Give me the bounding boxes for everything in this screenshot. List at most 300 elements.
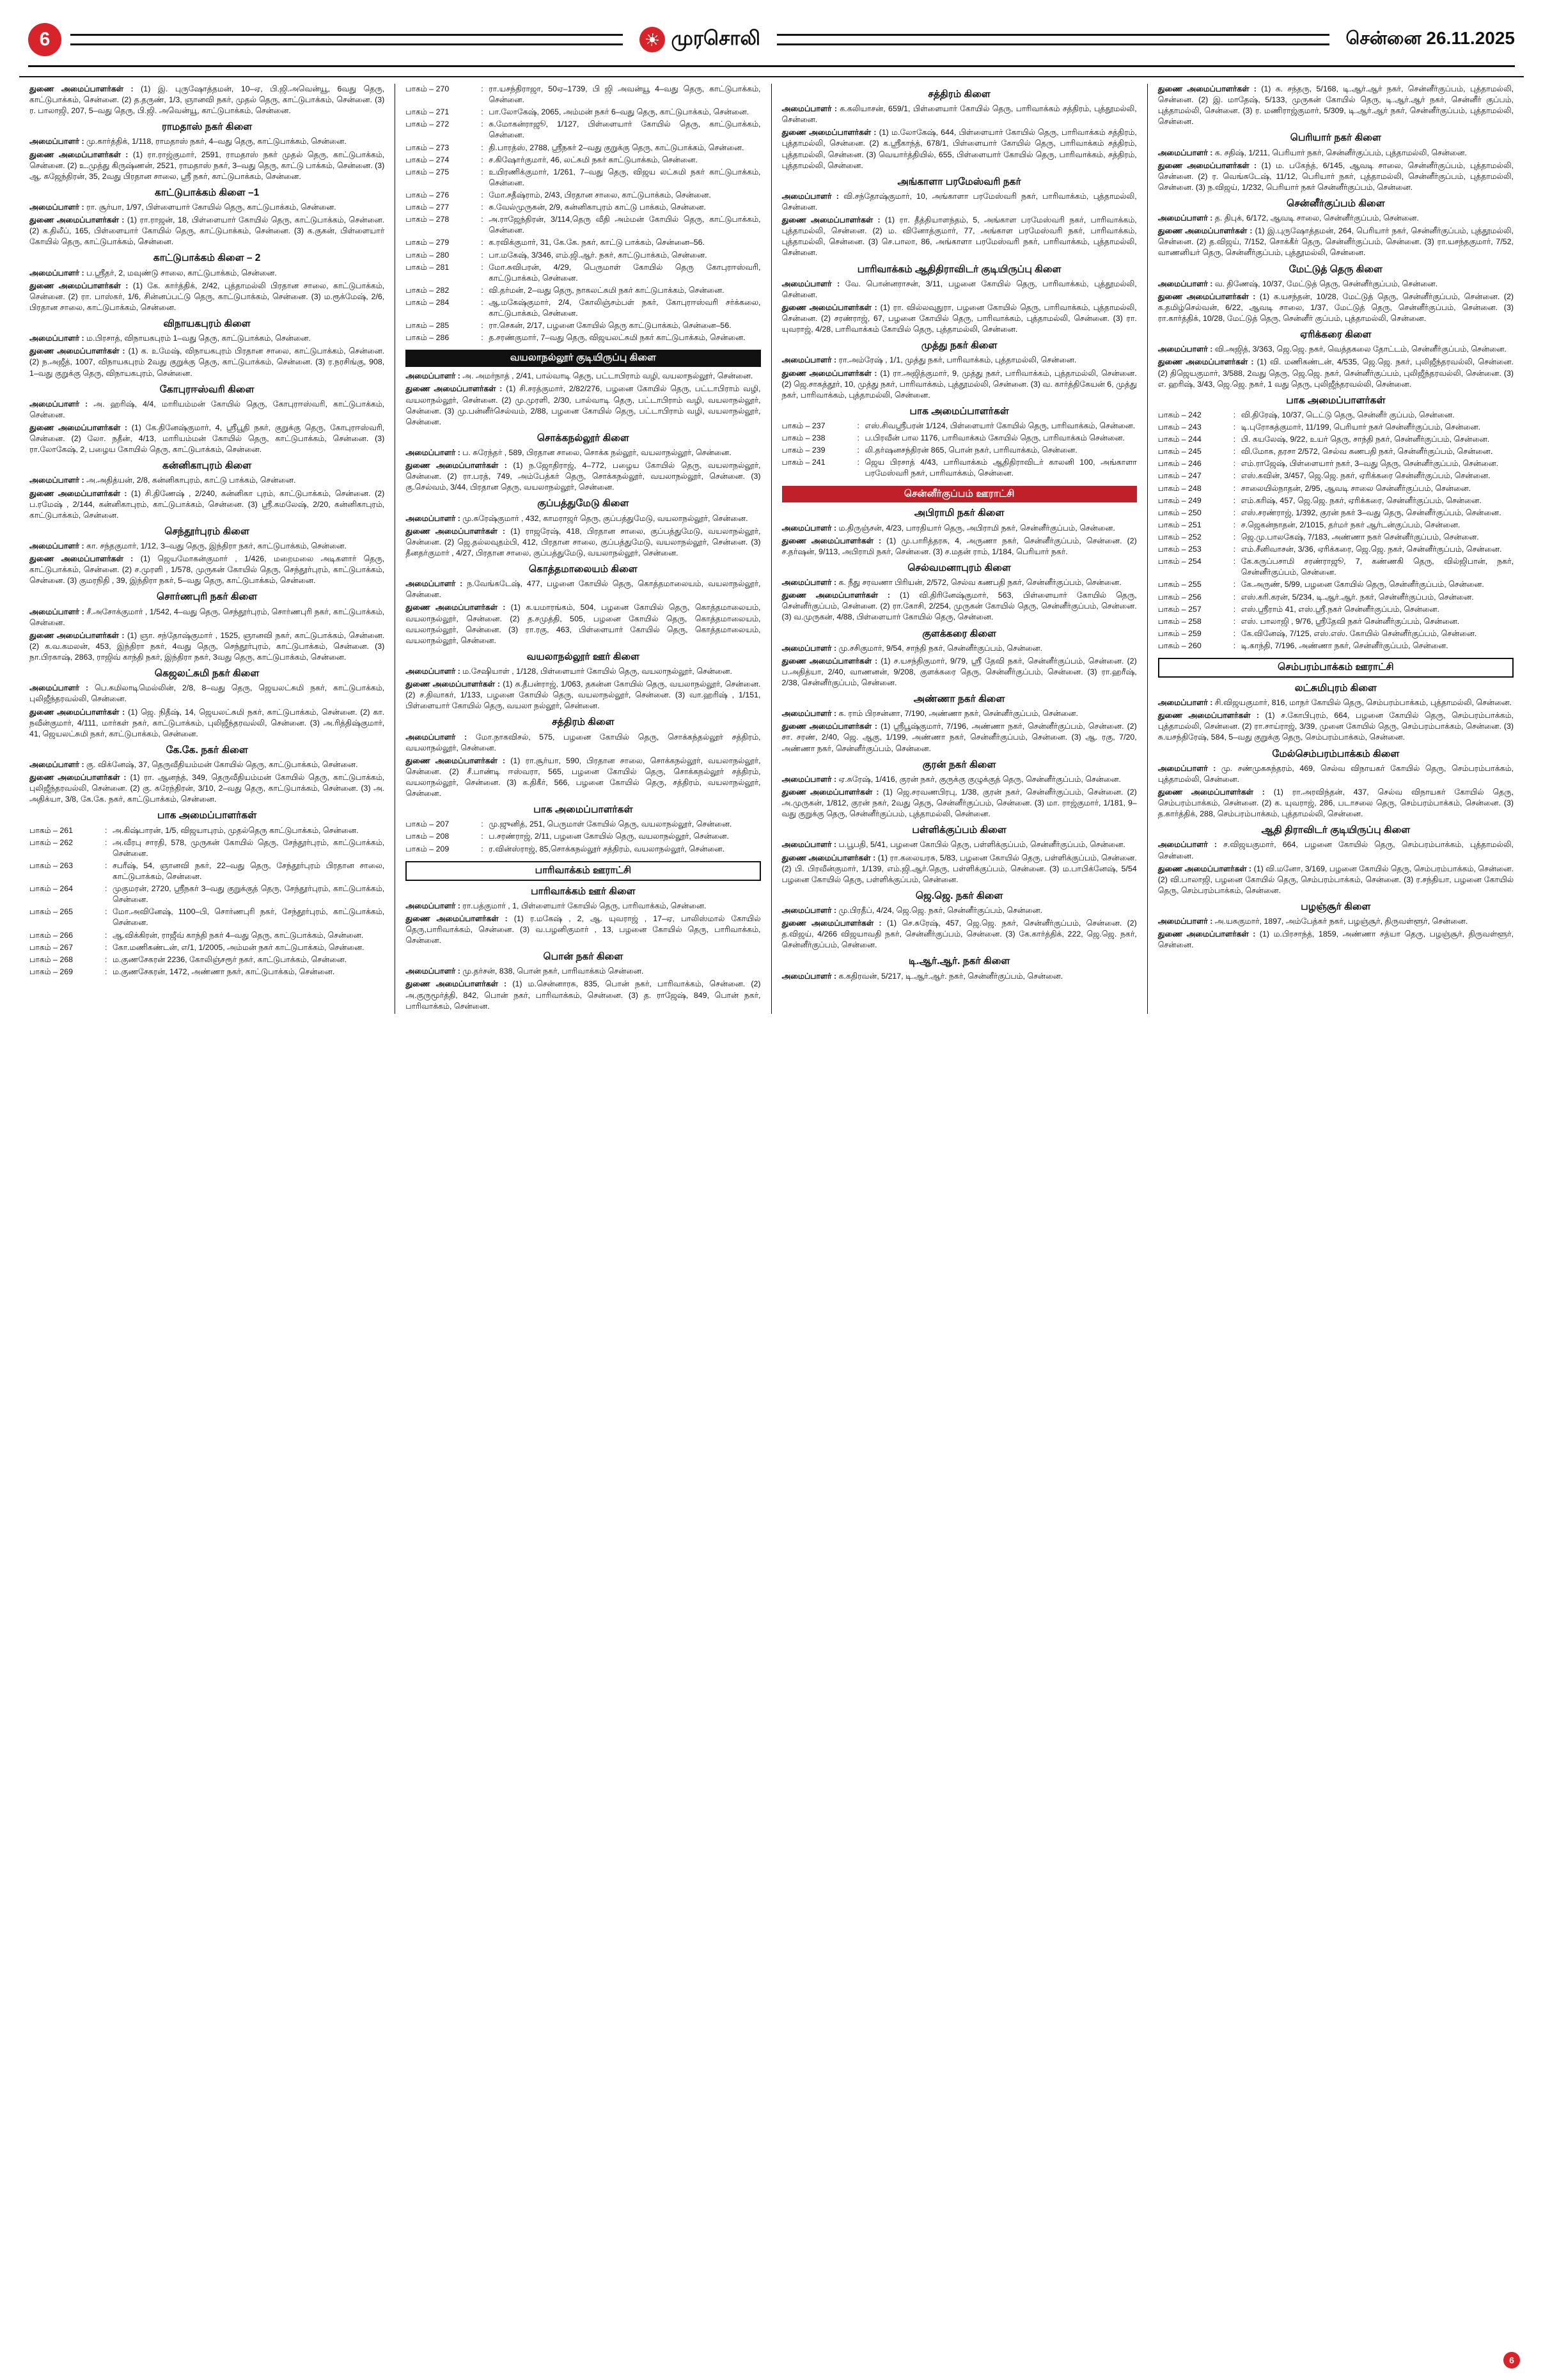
paragraph: துணை அமைப்பாளர்கள் : (1) இ.புருஷோத்தமன், 264, பெரியார் நகர், சென்னீர்குப்பம், புத்தூமல்லி, சென்னை. (2) த.விஜய், 7/152, சொக்கீர் தெரு, சென்னீர்குப்பம், சென்னை. (3) ரா.யசந்தகுமார், 7/52, வாணனியர் தெரு, சென்னீர்குப்பம், புத்தூமல்லி, சென்னை. (1157, 226, 1514, 258)
ward-entry-row (29, 837, 384, 859)
row-colon: : (105, 825, 107, 835)
section-heading: பள்ளிக்குப்பம் கிளை (912, 825, 1006, 836)
section-heading: கே.கே. நகர் கிளை (166, 744, 248, 756)
row-colon: : (481, 203, 483, 212)
ward-number-label: பாகம் – 253 (1157, 545, 1202, 554)
paragraph: அமைப்பாளர் : க. ராம் பிரசன்னா, 7/190, அண்ணா நகர், சென்னீர்குப்பம், சென்னை. (781, 709, 1078, 719)
row-colon: : (481, 321, 483, 331)
ward-entry-value: ரா.யசந்திராஜா, 50ஏ–1739, பி ஜி அவன்யூ 4–வது தெரு, காட்டுபாக்கம், சென்னை. (489, 84, 761, 105)
ward-entry-row (29, 967, 384, 977)
ward-number-label: பாகம் – 244 (1157, 435, 1202, 444)
ward-entry-value: வி.மோக, தரசா 2/572, செல்வ கணபதி நகர், சென்னீர்குப்பம், சென்னை. (1241, 447, 1493, 456)
section-heading: லட்சுமிபுரம் கிளை (1294, 683, 1377, 694)
ward-number-label: பாகம் – 243 (1157, 423, 1202, 432)
paragraph: துணை அமைப்பாளர்கள் : (1) சி.சரத்குமார், 2/82/276, பழனை கோயில் தெரு, பட்டாபிராம் வழி, வயலாநல்லூர், சென்னை. (2) மு.முரளி, 2/30, பால்வாடி தெரு, பட்டாபிராம் வழி, வயலாநல்லூர், சென்னை. (3) மு.பன்னீர்செல்வம், 2/88, பழனை கோயில் தெரு, பட்டாபிராம் வழி, வயலாநல்லூர், சென்னை. (405, 384, 761, 426)
ward-number-label: பாகம் – 263 (29, 860, 74, 870)
paragraph: துணை அமைப்பாளர்கள் : (1) க. சந்தரு, 5/168, டி.ஆர்.ஆர் நகர், சென்னீர்குப்பம், புத்தாமல்லி, சென்னை. (2) இ. மாதேஷ், 5/133, முருகன் கோயில் தெரு, டி.ஆர்.ஆர் நகர், சென்னீர் குப்பம், புத்தாமல்லி, சென்னை. (3) ர. மணிராஜ்குமார், 5/309, டி.ஆர்.ஆர் நகர், சென்னீர்குப்பம், புத்தாமல்லி, சென்னை. (1157, 84, 1514, 127)
paragraph: அமைப்பாளர் : மு. சண்முகசுந்தரம், 469, செல்வ விநாயகர் கோயில் தெரு, செம்பரம்பாக்கம், புத்தாமல்லி, சென்னை. (1157, 763, 1514, 784)
paragraph: துணை அமைப்பாளர்கள் : (1) ஸ்ரீபூஷ்குமார், 7/196, அண்ணா நகர், சென்னீர்குப்பம், சென்னை. (2) சா. சரண், 2/40, ஜெ. ஆகு, 1/199, அண்ணா நகர், சென்னீர்குப்பம், சென்னை. (3) ஆ. ரகு, 7/20, அண்ணா நகர், சென்னீர்குப்பம், சென்னை. (781, 722, 1137, 753)
ward-entry-value: டி.காந்தி, 7/196, அண்ணா நகர், சென்னீர்குப்பம், சென்னை. (1241, 641, 1448, 650)
ward-entry-value: ஆ.விக்கிரன், ராஜீவ் காந்தி நகர் 4–வது தெரு, காட்டுபாக்கம், சென்னை. (113, 930, 364, 940)
row-colon: : (1233, 628, 1236, 638)
ward-entry-value: சாலையில்நாதன், 2/95, ஆவடி சாலை சென்னீர்குப்பம், சென்னை. (1241, 483, 1471, 493)
paragraph: அமைப்பாளர் : அ.யசுகுமார், 1897, அம்பேத்கர் நகர், பழஞ்சூர், திருவள்ளூர், சென்னை. (1157, 917, 1468, 926)
ward-entry-row (405, 119, 760, 141)
paragraph: துணை அமைப்பாளர்கள் : (1) ரா.அரவிந்தன், 437, செல்வ விநாயகர் கோயில் தெரு, செம்பரம்பாக்கம், சென்னை. (2) க. யுவராஜ், 286, படாசலை தெரு, செம்பரம்பாக்கம், சென்னை. (3) த.கார்த்திக், 288, செம்பரம்பாக்கம், புத்தாமல்லி, சென்னை. (1157, 787, 1514, 819)
ward-entry-row (1158, 579, 1514, 590)
paragraph: அமைப்பாளர் : வே. பொன்னராசன், 3/11, பழனை கோயில் தெரு, பாரிவாக்கம், புத்தூமல்லி, சென்னை. (781, 279, 1137, 299)
row-colon: : (1233, 580, 1236, 589)
ward-entry-row (405, 285, 760, 296)
ward-entry-value: கே.வினேஷ், 7/125, எஸ்.எஸ். கோயில் சென்னீர்குப்பம், சென்னை. (1241, 628, 1477, 638)
ward-entry-value: முகுமரன், 2720, ஸ்ரீநகர் 3–வது குறுக்குத் தெரு, சேந்தூர்புரம், காட்டுபாக்கம், சென்னை. (113, 884, 385, 905)
ward-entry-row (405, 297, 760, 319)
section-heading: குரன் நகர் கிளை (922, 759, 996, 770)
ward-number-label: பாகம் – 279 (405, 238, 450, 247)
paragraph: அமைப்பாளர் : ப. சுரேந்தர் , 589, பிரதான சாலை, சொக்க நல்லூர், வயலாநல்லூர், சென்னை. (405, 448, 732, 458)
ward-entry-row (1158, 604, 1514, 615)
ward-number-label: பாகம் – 281 (405, 262, 450, 272)
paragraph: அமைப்பாளர் : க.கதிரவன், 5/217, டி.ஆர்.ஆர். நகர், சென்னீர்குப்பம், சென்னை. (781, 971, 1063, 981)
ward-entry-value: சபரீஷ், 54, ஞானவி நகர், 22–வது தெரு, சேந்தூர்புரம் பிரதான சாலை, காட்டுபாக்கம், சென்னை. (113, 860, 385, 882)
ward-number-label: பாகம் – 264 (29, 884, 74, 894)
ward-entry-row (405, 84, 760, 105)
ward-number-label: பாகம் – 249 (1157, 495, 1202, 505)
dateline: சென்னை 26.11.2025 (1345, 28, 1515, 48)
ward-number-label: பாகம் – 252 (1157, 532, 1202, 541)
ward-entry-value: பா.மகேஷ், 3/346, எம்.ஜி.ஆர். நகர், காட்டுபாக்கம், சென்னை. (489, 250, 707, 260)
ward-entry-row (405, 167, 760, 189)
ward-number-label: பாகம் – 251 (1157, 520, 1202, 529)
paragraph: அமைப்பாளர் : சீ.அசோக்குமார் , 1/542, 4–வது தெரு, செந்தூர்புரம், சொர்ணபுரி நகர், காட்டுபாக்கம், சென்னை. (29, 607, 385, 627)
paragraph: அமைப்பாளர் : வி.அஜித், 3/363, ஜெ.ஜெ. நகர், வெத்தகலை தோட்டம், சென்னீர்குப்பம், சென்னை. (1157, 345, 1507, 354)
ward-entry-value: கோ.மணிகண்டன், எ/1, 1/2005, அம்மன் நகர் காட்டுபாக்கம், சென்னை. (113, 942, 364, 952)
section-heading: வயலாநல்லூர் ஊர் கிளை (526, 651, 640, 662)
ward-number-label: பாகம் – 276 (405, 190, 450, 199)
ward-entry-value: ச.ஜெகன்நாதன், 2/1015, தர்மர் நகர் ஆர்டன்குப்பம், சென்னை. (1241, 520, 1461, 529)
section-heading: பொன் நகர் கிளை (543, 951, 623, 963)
ward-entry-row (1158, 628, 1514, 639)
paragraph: துணை அமைப்பாளர்கள் : (1) ம.பிரசாந்த், 1859, அண்ணா சத்யா தெரு, பழஞ்சூர், திருவள்ளூர், சென்னை. (1157, 929, 1514, 950)
paragraph: அமைப்பாளர் : அ.அதித்யன், 2/8, கன்னிகாபுரம், காட்டு பாக்கம், சென்னை. (29, 476, 296, 485)
paragraph: துணை அமைப்பாளர்கள் : (1) ர.மகேஷ் , 2, ஆ. யுவராஜ் , 17–ஏ, பாலிஸ்மால் கோயில் தெரு,பாரிவாக்கம், சென்னை. (3) வ.பழனிகுமார் , 13, பழனை கோயில் தெரு, பாரிவாக்கம், சென்னை. (405, 914, 761, 945)
ward-entry-row (405, 250, 760, 261)
paragraph: அமைப்பாளர் : ப.பூபதி, 5/41, பழனை கோபில் தெரு, பள்ளிக்குப்பம், சென்னீர்குப்பம், சென்னை. (781, 840, 1125, 850)
row-colon: : (857, 421, 859, 430)
paragraph: அமைப்பாளர் : கா. சந்தகுமார், 1/12, 3–வது தெரு, இந்திரா நகர், காட்டுபாக்கம், சென்னை. (29, 541, 347, 551)
section-heading: ஆதி திராவிடர் குடியிருப்பு கிளை (1261, 825, 1411, 836)
ward-entry-row (1158, 471, 1514, 481)
ward-number-label: பாகம் – 269 (29, 967, 74, 976)
ward-entry-row (1158, 532, 1514, 543)
ward-number-label: பாகம் – 267 (29, 942, 74, 952)
paragraph: துணை அமைப்பாளர்கள் : (1) ஜெயமோகன்குமார் , 1/426, மறைமலை அடிகளார் தெரு, காட்டுபாக்கம், சென்னை. (2) ச.முரளி , 1/578, முருகன் கோயில் தெரு, செந்தூர்புரம், காட்டுபாக்கம், சென்னை. (3) குமரநிதி , 39, இந்திரா நகர், 5–வது தெரு, காட்டுபாக்கம், சென்னை. (29, 554, 385, 586)
ward-entry-value: வி.தர்மன், 2–வது தெரு, நாகலட்சுமி நகர் காட்டுபாக்கம், சென்னை. (489, 285, 725, 295)
ward-number-label: பாகம் – 275 (405, 167, 450, 176)
article-columns (19, 76, 1524, 1014)
paragraph: அமைப்பாளர் : க.கலியாசன், 659/1, பிள்ளையார் கோயில் தெரு, பாரிவாக்கம் சத்திரம், புத்தூமல்லி, சென்னை. (781, 104, 1137, 125)
ward-entry-value: ப.பிரவீன் பால 1176, பாரிவாக்கம் கோயில் தெரு, பாரிவாக்கம் சென்னை. (865, 433, 1125, 443)
ward-entry-value: டி.புரோகத்குமார், 11/199, பெரியார் நகர் சென்னீர்குப்பம், சென்னை. (1241, 423, 1481, 432)
section-heading: குளக்கரை கிளை (922, 628, 997, 639)
ward-entry-row (29, 825, 384, 836)
section-heading: கொத்தமாலையம் கிளை (528, 564, 638, 575)
ward-number-label: பாகம் – 261 (29, 825, 74, 835)
row-colon: : (1233, 459, 1236, 469)
ward-number-label: பாகம் – 255 (1157, 580, 1202, 589)
paragraph: அமைப்பாளர் : க. நீது சரவணா பிரியன், 2/572, செல்வ கணபதி நகர், சென்னீர்குப்பம், சென்னை. (781, 578, 1122, 587)
column-2 (395, 84, 771, 1014)
ward-entry-value: எம்.கரிஷ், 457, ஜெ.ஜெ. நகர், ஏரிக்கரை, சென்னீர்குப்பம், சென்னை. (1241, 495, 1482, 505)
row-colon: : (105, 967, 107, 976)
ward-entry-row (29, 883, 384, 905)
section-heading: காட்டுபாக்கம் கிளை –1 (154, 187, 260, 198)
ward-entry-value: எஸ்.சரண்ராஜ், 1/392, குரன் நகர் 3–வது தெரு, சென்னீர்குப்பம், சென்னை. (1241, 508, 1501, 517)
sun-logo-icon (639, 27, 665, 52)
ward-number-label: பாகம் – 280 (405, 250, 450, 260)
section-heading-banner: சென்னீர்குப்பம் ஊராட்சி (782, 486, 1137, 503)
section-heading: கன்னிகாபுரம் கிளை (162, 460, 252, 472)
section-heading-banner: பாரிவாக்கம் ஊராட்சி (405, 861, 760, 881)
ward-entry-row (405, 214, 760, 236)
ward-entry-value: எஸ்.கரி.கரன், 5/234, டி.ஆர்.ஆர். நகர், சென்னீர்குப்பம், சென்னை. (1241, 592, 1474, 602)
ward-number-label: பாகம் – 237 (781, 421, 826, 430)
ward-entry-value: எஸ்.கவின், 3/457, ஜெ.ஜெ. நகர், ஏரிக்கரை சென்னீர்குப்பம், சென்னை. (1241, 471, 1491, 481)
row-colon: : (481, 84, 483, 93)
paragraph: துணை அமைப்பாளர்கள் : (1) ரா.ராஜ்குமார், 2591, ராமதாஸ் நகர் முதல் தெரு, காட்டுபாக்கம், சென்னை. (2) உ.முத்து கிருஷ்ணன், 2521, ராமதாஸ் நகர், 3–வது தெரு, காட்டு பாக்கம், சென்னை. (3) ஆ. கஜேந்திரன், 35, 2வது பிரதான சாலை, ஸ்ரீ நகர், காட்டுபாக்கம், சென்னை. (29, 150, 385, 181)
paragraph: அமைப்பாளர் : மு.தர்சன், 838, பொன் நகர், பாரிவாக்கம் சென்னை. (405, 967, 644, 976)
paragraph: அமைப்பாளர் : ஏ.சுரேஷ், 1/416, குரன் நகர், குருக்கு குழுக்குத் தெரு, சென்னீர்குப்பம், சென்னை. (781, 774, 1121, 784)
ward-entry-value: ர.வின்ஸ்ராஜ், 85,சொக்கநல்லூர் சத்திரம், வயலாநல்லூர், சென்னை. (489, 844, 725, 853)
paragraph: அமைப்பாளர் : அ. அமர்நாத் , 2/41, பால்வாடி தெரு, பட்டாபிராம் வழி, வயலாநல்லூர், சென்னை. (405, 371, 753, 381)
row-colon: : (481, 238, 483, 247)
row-colon: : (857, 433, 859, 443)
paragraph: அமைப்பாளர் : மு.கார்த்திக், 1/118, ராமதாஸ் நகர், 4–வது தெரு, காட்டுபாக்கம், சென்னை. (29, 137, 347, 146)
section-heading-banner: செம்பரம்பாக்கம் ஊராட்சி (1158, 658, 1514, 678)
row-colon: : (857, 446, 859, 455)
row-colon: : (1233, 483, 1236, 493)
row-colon: : (481, 190, 483, 199)
paragraph: துணை அமைப்பாளர்கள் : (1) க.தீபன்ராஜ், 1/063, தகன்ன கோயில் தெரு, வயலாநல்லூர், சென்னை. (2) ச.திவாகர், 1/133, பழனை கோயில் தெரு, வயலாநல்லூர், சென்னை. (3) வா.ஹரிஷ் , 1/151, பிள்ளையார் கோயில் தெரு, வயலா நல்லூர், சென்னை. (405, 680, 761, 711)
ward-number-label: பாகம் – 256 (1157, 592, 1202, 602)
ward-entry-row (405, 262, 760, 284)
paragraph: துணை அமைப்பாளர்கள் : (1) ராஜரேஷ், 418, பிரதான சாலை, குப்பத்துமேடு, வயலாநல்லூர், சென்னை. (2) ஜெ.தல்லவுதம்பி, 412, பிரதான சாலை, குப்பத்துமேடு, வயலாநல்லூர், சென்னை. (3) தீனதர்குமார் , 4/27, பிரதான சாலை, குப்பத்துமேடு, வயலாநல்லூர், சென்னை. (405, 526, 761, 557)
paragraph: துணை அமைப்பாளர்கள் : (1) ஜெ. நிதீஷ், 14, ஜெயலட்சுமி நகர், காட்டுபாக்கம், சென்னை. (2) கா. நவீன்குமார், 4/111, மார்கள் நகர், காட்டுபாக்கம், புலிஜீந்தரவல்லி, சென்னை. (3) அ.ரித்திஷ்குமார், 41, ஜெயலட்சுமி நகர், காட்டுபாக்கம், சென்னை. (29, 707, 385, 738)
ward-entry-value: மோ.சதீஷ்ராம், 2/43, பிரதான சாலை, காட்டுபாக்கம், சென்னை. (489, 190, 711, 199)
ward-entry-row (29, 930, 384, 941)
section-heading: விநாயகபுரம் கிளை (163, 318, 251, 330)
section-heading: செந்தூர்புரம் கிளை (164, 525, 249, 537)
paragraph: அமைப்பாளர் : ரா.பத்குமார் , 1, பிள்ளையார் கோயில் தெரு, பாரிவாக்கம், சென்னை. (405, 901, 707, 910)
ward-entry-value: எம்.ராஜேஷ், பிள்ளையார் நகர், 3–வது தெரு, சென்னீர்குப்பம், சென்னை. (1241, 459, 1499, 469)
paragraph: துணை அமைப்பாளர்கள் : (1) ரா.கலையரசு, 5/83, பழனை கோயில் தெரு, பள்ளிக்குப்பம், சென்னை. (2) பி. பிரவீன்குமார், 1/139, எம்.ஜி.ஆர்.தெரு, பள்ளிக்குப்பம், சென்னை. (3) ம.பாபிக்னேஷ், 5/54 பழனை கோயில் தெரு, பள்ளிக்குப்பம், சென்னை. (781, 853, 1137, 884)
section-heading: பாரிவாக்கம் ஆதிதிராவிடர் குடியிருப்பு கிளை (857, 263, 1061, 275)
ward-entry-value: மோ.அவினேஷ், 1100–பி, சொர்ணபுரி நகர், சேந்தூர்புரம், காட்டுபாக்கம், சென்னை. (113, 907, 385, 928)
row-colon: : (481, 285, 483, 295)
row-colon: : (1233, 495, 1236, 505)
ward-entry-value: அ.வீரபு சாரதி, 578, முருகன் கோயில் தெரு, சேந்தூர்புரம், காட்டுபாக்கம், சென்னை. (113, 837, 385, 858)
paragraph: அமைப்பாளர் : க. சதிஷ், 1/211, பெரியார் நகர், சென்னீர்குப்பம், புத்தாமல்லி, சென்னை. (1157, 148, 1467, 157)
paragraph: அமைப்பாளர் : மோ.நாகவிசல், 575, பழனை கோயில் தெரு, சொக்கந்தல்லூர் சத்திரம், வயலாநல்லூர், சென்னை. (405, 732, 761, 752)
ward-entry-row (1158, 556, 1514, 578)
ward-entry-value: கே.அருண், 5/99, பழனை கோயில் தெரு, சென்னீர்குப்பம், சென்னை. (1241, 580, 1484, 589)
ward-entry-value: சு.மோகன்ராஜூ, 1/127, பிள்ளையார் கோயில் தெரு, காட்டுபாக்கம், சென்னை. (489, 120, 761, 140)
section-heading: பெரியார் நகர் கிளை (1290, 132, 1381, 144)
row-colon: : (1233, 532, 1236, 541)
paragraph: அமைப்பாளர் : ரா. சூர்யா, 1/97, பிள்ளையார் கோயில் தெரு, காட்டுபாக்கம், சென்னை. (29, 203, 336, 212)
paragraph: அமைப்பாளர் : ந.வேங்கடேஷ், 477, பழனை கோயில் தெரு, கொத்தமாலையம், வயலாநல்லூர், சென்னை. (405, 579, 761, 600)
ward-entry-row (405, 332, 760, 343)
ward-entry-value: எஸ்.ஸ்ரீராம் 41, எஸ்.ஸ்ரீ.நகர் சென்னீர்குப்பம், சென்னை. (1241, 604, 1439, 614)
section-heading: முத்து நகர் கிளை (921, 340, 998, 352)
paragraph: துணை அமைப்பாளர்கள் : (1) செ.சுரேஷ், 457, ஜெ.ஜெ. நகர், சென்னீர்குப்பம், சென்னை. (2) த.விஜய், 4/266 விஜயாவதி நகர், சென்னீர்குப்பம், சென்னை. (3) கே.கார்த்திக், 222, ஜெ.ஜெ. நகர், சென்னீர்குப்பம், சென்னை. (781, 919, 1137, 950)
ward-entry-value: ப.சரண்ராஜ், 2/11, பழனை கோயில் தெரு, வயலாநல்லூர், சென்னை. (489, 832, 729, 841)
row-colon: : (857, 458, 859, 467)
ward-entry-row (405, 202, 760, 213)
ward-entry-value: ஆ.மகேஷ்குமார், 2/4, கோலிஞ்சம்பள் நகர், கோபுரஈஸ்வரி சர்க்கலை, காட்டுபாக்கம், சென்னை. (489, 297, 761, 318)
ward-entry-row (29, 954, 384, 965)
ward-entry-row (1158, 616, 1514, 627)
ward-number-label: பாகம் – 239 (781, 446, 826, 455)
masthead-divider (28, 65, 1515, 67)
paragraph: துணை அமைப்பாளர்கள் : (1) மு.பாரித்தரசு, 4, அருணா நகர், சென்னீர்குப்பம், சென்னை. (2) ச.தர்ஷன், 9/113, அபிராமி நகர், சென்னை. (3) ச.மதன் ராம், 1/184, பெரியார் நகர். (781, 536, 1137, 556)
paragraph: துணை அமைப்பாளர்கள் : (1) வி. மணிகண்டன், 4/535, ஜெ.ஜெ. நகர், புலிஜீந்தரவல்லி, சென்னை. (2) திஜெயகுமார், 3/588, 2வது தெரு, ஜெ.ஜெ. நகர், சென்னீர்குப்பம், புலிஜீந்தரவல்லி, சென்னை. (3) எ. ஹரிஷ், 3/43, ஜெ.ஜெ. நகர், 1 வது தெரு, புலிஜீந்தரவல்லி, சென்னை. (1157, 357, 1514, 389)
section-heading: காட்டுபாக்கம் கிளை – 2 (153, 253, 261, 264)
row-colon: : (481, 333, 483, 343)
paragraph: அமைப்பாளர் : ப.ஸ்ரீதர், 2, மவுண்டு சாலை, காட்டுபாக்கம், சென்னை. (29, 268, 277, 277)
paragraph: அமைப்பாளர் : ரா.அம்ரேஷ் , 1/1, முத்து நகர், பாரிவாக்கம், புத்தாமல்லி, சென்னை. (781, 355, 1077, 365)
paragraph: துணை அமைப்பாளர்கள் : (1) ந.ஜோதிராஜ், 4–772, பழைய கோயில் தெரு, வயலாநல்லூர், சென்னை. (2) ரா.பரத், 749, அம்பேத்கர் தெரு, சொக்கநல்லூர், வயலாநல்லூர், சென்னை. (3) கு.செல்வம், 3/44, பிரதான தெரு, வயலாநல்லூர், சென்னை. (405, 461, 761, 492)
ward-entry-row (405, 831, 760, 842)
column-1 (19, 84, 395, 1014)
ward-number-label: பாகம் – 278 (405, 215, 450, 224)
ward-entry-value: உயிரணிக்குமார், 1/261, 7–வது தெரு, விஜய லட்சுமி நகர் காட்டுபாக்கம், சென்னை. (489, 167, 761, 187)
section-heading: மேட்டுத் தெரு கிளை (1288, 263, 1382, 275)
ward-entry-value: அ.கிஷ்பாரன், 1/5, விஜயாபுரம், முதல்தெரு காட்டுபாக்கம், சென்னை. (113, 825, 359, 835)
section-heading: சென்னீர்குப்பம் கிளை (1287, 198, 1385, 210)
row-colon: : (481, 167, 483, 176)
row-colon: : (105, 907, 107, 917)
section-heading: சத்திரம் கிளை (928, 89, 991, 100)
paragraph: துணை அமைப்பாளர்கள் : (1) வி.திரினேஷ்குமார், 563, பிள்ளையார் கோயில் தெரு, சென்னீர்குப்பம், சென்னை. (2) ரா.கோசி, 2/254, முருகன் கோயில் தெரு, சென்னீர்குப்பம், சென்னை. (3) வ.முருகன், 4/88, பிள்ளையார் கோயில் தெரு, சென்னை. (781, 591, 1137, 622)
ward-entry-value: பா.லோகேஷ், 2065, அம்மன் நகர் 6–வது தெரு, காட்டுபாக்கம், சென்னை. (489, 107, 749, 117)
paragraph: அமைப்பாளர் : மு.சசிகுமார், 9/54, சாந்தி நகர், சென்னீர்குப்பம், சென்னை. (781, 643, 1043, 653)
paragraph: அமைப்பாளர் : மு.சுரேஷ்குமார் , 432, காமராஜர் தெரு, குப்பத்துமேடு, வயலாநல்லூர், சென்னை. (405, 513, 748, 523)
row-colon: : (481, 120, 483, 129)
row-colon: : (105, 837, 107, 847)
paragraph: அமைப்பாளர் : அ. ஹரிஷ், 4/4, மாரியம்மன் கோயில் தெரு, கோபுரஈஸ்வரி, காட்டுபாக்கம், சென்னை. (29, 399, 385, 419)
paragraph: அமைப்பாளர் : ம.திருஞ்சன், 4/23, பாரதியார் தெரு, அபிராமி நகர், சென்னீர்குப்பம், சென்னை. (781, 523, 1115, 533)
section-heading: ராமதாஸ் நகர் கிளை (161, 121, 253, 133)
ward-entry-value: எஸ்.சிவஸ்ரீபரன் 1/124, பிள்ளையார் கோயில் தெரு, பாரிவாக்கம், சென்னை. (865, 421, 1136, 430)
paragraph: துணை அமைப்பாளர்கள் : (1) க. உமேஷ், விநாயகபுரம் பிரதான சாலை, காட்டுபாக்கம், சென்னை. (2) ந.அஜீத், 1007, விநாயகபுரம் 2வது குறுக்கு தெரு, காட்டுபாக்கம், சென்னை. (3) ர.நரசிங்கு, 908, 1–வது குறுக்கு தெரு, விநாயகபுரம், சென்னை. (29, 346, 385, 378)
column-4 (1148, 84, 1524, 1014)
row-colon: : (1233, 410, 1236, 419)
ward-number-label: பாகம் – 247 (1157, 471, 1202, 481)
ward-entry-value: எம்.சீனிவாசன், 3/36, ஏரிக்கரை, ஜெ.ஜெ. நகர், சென்னீர்குப்பம், சென்னை. (1241, 545, 1502, 554)
paragraph: துணை அமைப்பாளர்கள் : (1) கே.தினேஷ்குமார், 4, ஸ்ரீபூதி நகர், குறுக்கு தெரு, கோபுரஈஸ்வரி, சென்னை. (2) லோ. நதீன், 4/13, மாரியம்மன் கோயில் தெரு, காட்டுபாக்கம், சென்னை. (3) ரா.லோகேஷ், 2, பழைய கோயில் தெரு, காட்டுபாக்கம், சென்னை. (29, 423, 385, 455)
row-colon: : (1233, 520, 1236, 529)
row-colon: : (481, 297, 483, 307)
paragraph: துணை அமைப்பாளர்கள் : (1) ஜெ.சரவணபிரபு, 1/38, குரன் நகர், சென்னீர்குப்பம், சென்னை. (2) அ.முருகன், 1/812, குரன் நகர், 2வது தெரு, சென்னீர்குப்பம், சென்னை. (3) மா. ராஜ்குமார், 1/181, 9–வது குறுக்கு தெரு, சென்னீர்குப்பம், புத்தாமல்லி, சென்னை. (781, 787, 1137, 819)
paragraph: அமைப்பாளர் : ச.விஜயகுமார், 664, பழனை கோயில் தெரு, செம்பரம்பாக்கம், புத்தாமல்லி, சென்னை. (1157, 840, 1514, 860)
ward-number-label: பாகம் – 245 (1157, 447, 1202, 456)
row-colon: : (105, 860, 107, 870)
publication-logo (632, 27, 769, 52)
ward-entry-value: பி. கயலேஷ், 9/22, உயர் தெரு, சாந்தி நகர், சென்னீர்குப்பம், சென்னை. (1241, 435, 1490, 444)
row-colon: : (481, 143, 483, 152)
ward-entry-value: எஸ். பாலாஜி , 9/76, ஸ்ரீதேவி நகர் சென்னீர்குப்பம், சென்னை. (1241, 616, 1460, 626)
paragraph: துணை அமைப்பாளர்கள் : (1) ஞா. சந்தோஷ்குமார் , 1525, ஞானவி நகர், காட்டுபாக்கம், சென்னை. (2) க.வ.கமலன், 453, இந்திரா நகர், 4வது தெரு, செந்தூர்புரம், காட்டுபாக்கம், சென்னை. (3) நா.பிரகாஷ், 2863, ராஜிவ் காந்தி நகர், இந்திரா நகர், 3வது தெரு, காட்டுபாக்கம், சென்னை. (29, 630, 385, 662)
ward-entry-value: லி.தர்ஷனசந்திரன் 865, பொன் நகர், பாரிவாக்கம், சென்னை. (865, 446, 1077, 455)
paragraph: துணை அமைப்பாளர்கள் : (1) ச.யசந்திகுமார், 9/79, ஸ்ரீ தேவி நகர், சென்னீர்குப்பம், சென்னை. (2) ப.அதித்யா, 2/40, வாணனன், 9/208, குளக்கரை தெரு, சென்னீர்குப்பம், சென்னை. (3) ரா.ஹரீஷ், 2/38, சென்னீர்குப்பம், சென்னை. (781, 656, 1137, 687)
ward-number-label: பாகம் – 254 (1157, 557, 1202, 566)
ward-entry-value: த.சரண்குமார், 7–வது தெரு, விஜயலட்சுமி நகர் காட்டுபாக்கம், சென்னை. (489, 333, 746, 343)
ward-entry-value: மோ.சுவிபரன், 4/29, பெருமாள் கோயில் தெரு கோபுரஈஸ்வரி, காட்டுபாக்கம், சென்னை. (489, 262, 761, 283)
masthead (19, 17, 1524, 61)
ward-number-label: பாகம் – 208 (405, 832, 450, 841)
paragraph: அமைப்பாளர் : மு.பிரதீப், 4/24, ஜெ.ஜெ. நகர், சென்னீர்குப்பம், சென்னை. (781, 905, 1043, 915)
section-heading: பழஞ்சூர் கிளை (1301, 901, 1371, 912)
ward-number-label: பாகம் – 274 (405, 155, 450, 164)
ward-entry-row (1158, 410, 1514, 421)
row-colon: : (481, 107, 483, 117)
publication-name: முரசொலி (671, 27, 761, 49)
paragraph: துணை அமைப்பாளர்கள் : (1) ம.லோகேஷ், 644, பிள்ளையார் கோயில் தெரு, பாரிவாக்கம் சத்திரம், புத்தாமல்லி, சென்னை. (2) க.ஸ்ரீகாந்த், 678/1, பிள்ளையார் கோயில் தெரு, பாரிவாக்கம் சத்திரம், புத்தாமல்லி, சென்னை. (3) வெயார்த்தியில், 655, பிள்ளையார் கோயில் தெரு, பாரிவாக்கம், சத்திரம், புத்தாமல்லி, சென்னை. (781, 128, 1137, 170)
section-heading: அபிராமி நகர் கிளை (914, 508, 1005, 519)
ward-entry-row (1158, 641, 1514, 651)
ward-entry-value: அ.ராஜேந்திரன், 3/114,தெரு வீதி அம்மன் கோயில் தெரு, காட்டுபாக்கம், சென்னை. (489, 215, 761, 235)
ward-number-label: பாகம் – 241 (781, 458, 826, 467)
ward-entry-row (782, 457, 1137, 479)
paragraph: அமைப்பாளர் : ம.சேஷியாள் , 1/128, பிள்ளையார் கோயில் தெரு, வயலாநல்லூர், சென்னை. (405, 666, 732, 676)
section-heading: ஏரிக்கரை கிளை (1300, 329, 1372, 341)
paragraph: அமைப்பாளர் : கு. விக்னேஷ், 37, தெருவீதியம்மன் கோயில் தெரு, காட்டுபாக்கம், சென்னை. (29, 760, 358, 769)
ward-number-label: பாகம் – 259 (1157, 628, 1202, 638)
ward-entry-row (405, 237, 760, 248)
ward-entry-value: ஜெய பிரசாத் 4/43, பாரிவாக்கம் ஆதிதிராவிடர் காலனி 100, அங்காளா பரமேஸ்வரி நகர், பாரிவாக்கம், சென்னை. (865, 458, 1137, 478)
section-heading: சொக்கநல்லூர் கிளை (537, 432, 629, 444)
paragraph: துணை அமைப்பாளர்கள் : (1) ச.கோபிபுரம், 664, பழனை கோயில் தெரு, செம்பரம்பாக்கம், புத்தாமல்லி, சென்னை. (2) ரா.சாய்ராஜ், 3/39, முனை கோயில் தெரு, செம்பரம்பாக்கம், சென்னை. (3) சு.யசந்திரேஷ், 584, 5–வது குறுக்கு தெரு, செம்பரம்பாக்கம், சென்னை. (1157, 711, 1514, 742)
ward-number-label: பாகம் – 207 (405, 820, 450, 829)
row-colon: : (105, 884, 107, 894)
ward-entry-value: க.ரவிக்குமார், 31, கே.கே. நகர், காட்டு பாக்கம், சென்னை–56. (489, 238, 705, 247)
paragraph: அமைப்பாளர் : வி.சந்தோஷ்குமார், 10, அங்காளா பரமேஸ்வரி நகர், பாரிவாக்கம், புத்தாமல்லி, சென்னை. (781, 191, 1137, 212)
row-colon: : (1233, 471, 1236, 481)
ward-number-label: பாகம் – 268 (29, 954, 74, 964)
ward-entry-value: ச.கிஷோர்குமார், 46, லட்சுமி நகர் காட்டுபாக்கம், சென்னை. (489, 155, 698, 164)
section-heading: ஜெ.ஜெ. நகர் கிளை (915, 890, 1003, 901)
masthead-rule-left (70, 34, 623, 45)
paragraph: துணை அமைப்பாளர்கள் : (1) வி.மனோ, 3/169, பழனை கோயில் தெரு, செம்பரம்பாக்கம், சென்னை. (2) வி.பாலாஜி, பழனை கோயில் தெரு, செம்பரம்பாக்கம், சென்னை. (3) ர.சந்தியா, பழனை கோயில் தெரு, செம்பரம்பாக்கம், சென்னை. (1157, 864, 1514, 895)
row-colon: : (105, 954, 107, 964)
row-colon: : (481, 155, 483, 164)
row-colon: : (1233, 604, 1236, 614)
paragraph: துணை அமைப்பாளர்கள் : (1) ரா.ராஜன், 18, பிள்ளையார் கோயில் தெரு, காட்டுபாக்கம், சென்னை. (2) க.திலீப், 165, பிள்ளையார் கோயில் தெரு, காட்டுபாக்கம், சென்னை. (3) க.குகன், பிள்ளையார் கோயில் தெரு, காட்டுபாக்கம், சென்னை. (29, 215, 385, 247)
ward-entry-value: தி.பாரத்ஸ், 2788, ஸ்ரீநகர் 2–வது குறுக்கு தெரு, காட்டுபாக்கம், சென்னை. (489, 143, 744, 152)
ward-entry-row (1158, 508, 1514, 518)
ward-number-label: பாகம் – 271 (405, 107, 450, 117)
section-heading: பாக அமைப்பாளர்கள் (533, 804, 633, 816)
ward-number-label: பாகம் – 209 (405, 844, 450, 853)
ward-number-label: பாகம் – 266 (29, 930, 74, 940)
ward-number-label: பாகம் – 286 (405, 333, 450, 343)
ward-number-label: பாகம் – 257 (1157, 604, 1202, 614)
section-heading: சொர்ணபுரி நகர் கிளை (157, 591, 258, 603)
section-heading: பாக அமைப்பாளர்கள் (909, 405, 1009, 417)
row-colon: : (105, 930, 107, 940)
column-3 (772, 84, 1148, 1014)
row-colon: : (481, 250, 483, 260)
ward-number-label: பாகம் – 242 (1157, 410, 1202, 419)
paragraph: துணை அமைப்பாளர்கள் : (1) க.யசந்தன், 10/28, மேட்டுத் தெரு, சென்னீர்குப்பம், சென்னை. (2) க.தமிழ்செல்வன், 6/22, ஆவடி சாலை, 1/37, மேட்டுத் தெரு, சென்னீர்குப்பம், சென்னை. (3) ரா.கார்த்திக், 10/28, மேட்டுத் தெரு, சென்னீர் குப்பம், புத்தாமல்லி, சென்னை. (1157, 292, 1514, 323)
ward-number-label: பாகம் – 238 (781, 433, 826, 443)
paragraph: துணை அமைப்பாளர்கள் : (1) ரா. தீத்தியாளந்தம், 5, அங்காள பரமேஸ்வரி நகர், பாரிவாக்கம், புத்தாமல்லி, சென்னை. (2) ம. வினோத்குமார், 77, அங்காள பரமேஸ்வரி நகர், பாரிவாக்கம், புத்தாமல்லி, சென்னை. (3) செ.பாலா, 86, அங்காளா பரமேஸ்வரி நகர், பாரிவாக்கம், புத்தாமல்லி, சென்னை. (781, 215, 1137, 258)
section-heading-banner: வயலாநல்லூர் குடியிருப்பு கிளை (405, 350, 760, 367)
paragraph: துணை அமைப்பாளர்கள் : (1) ம. பகேந்த், 6/145, ஆவடி சாலை, சென்னீர்குப்பம், புத்தாமல்லி, சென்னை. (2) ர. வெங்கடேஷ், 11/12, பெரியார் நகர், புத்தாமல்லி, சென்னீர்குப்பம், புத்தாமல்லி, சென்னை. (3) ந.விஜய், 1/232, பெரியார் நகர் சென்னீர்குப்பம், சென்னை. (1157, 160, 1514, 192)
ward-entry-row (29, 860, 384, 882)
ward-entry-row (1158, 446, 1514, 457)
ward-entry-row (29, 906, 384, 928)
paragraph: துணை அமைப்பாளர்கள் : (1) சி.திணேஷ் , 2/240, கன்னிகா புரம், காட்டுபாக்கம், சென்னை. (2) ப.ரமேஷ் , 2/144, கன்னிகாபுரம், காட்டுபாக்கம், சென்னை. (3) ஸ்ரீ.கமலேஷ், 2/20, கன்னிகாபுரம், காட்டுபாக்கம், சென்னை. (29, 488, 385, 520)
section-heading: டி.ஆர்.ஆர். நகர் கிளை (908, 956, 1010, 967)
row-colon: : (1233, 592, 1236, 602)
row-colon: : (105, 942, 107, 952)
section-heading: பாக அமைப்பாளர்கள் (157, 810, 257, 821)
row-colon: : (1233, 545, 1236, 554)
ward-entry-value: ம.குணசேகரன் 2236, கோலிஞ்சரூர் நகர், காட்டுபாக்கம், சென்னை. (113, 954, 347, 964)
ward-entry-row (1158, 544, 1514, 555)
paragraph: துணை அமைப்பாளர்கள் : (1) ரா. வில்லவுதுரா, பழனை கோயில் தெரு, பாரிவாக்கம், புத்தாமல்லி, சென்னை. (2) சரண்ராஜ், 67, பழனை கோயில் தெரு, பாரிவாக்கம், புத்தாமல்லி, சென்னை. (3) ரா. யுவராஜ், 4/28, பாரிவாக்கம் கோயில் தெரு, புத்தாமல்லி, சென்னை. (781, 302, 1137, 334)
ward-entry-row (1158, 483, 1514, 494)
paragraph: அமைப்பாளர் : பெ.கமிலாடிமெல்லின், 2/8, 8–வது தெரு, ஜெயலட்சுமி நகர், காட்டுபாக்கம், புலிஜீந்தரவல்லி, சென்னை. (29, 683, 385, 704)
ward-entry-value: மு.ஜுனித், 251, பெருமாள் கோயில் தெரு, வயலாநல்லூர், சென்னை. (489, 820, 732, 829)
ward-number-label: பாகம் – 272 (405, 120, 450, 129)
row-colon: : (1233, 641, 1236, 650)
row-colon: : (1233, 616, 1236, 626)
row-colon: : (1233, 508, 1236, 517)
ward-number-label: பாகம் – 258 (1157, 616, 1202, 626)
ward-number-label: பாகம் – 273 (405, 143, 450, 152)
paragraph: துணை அமைப்பாளர்கள் : (1) இ. புருஷோத்தமன், 10–ஏ, பி.ஜி.அவென்யூ, 6வது தெரு, காட்டுபாக்கம், சென்னை. (2) த.தருண், 1/3, ஞானவி நகர், முதல் தெரு, காட்டுபாக்கம், சென்னை. (3) ர. பாலாஜி, 207, 5–வது தெரு, பி.ஜி. அவென்யூ, காட்டுபாக்கம், சென்னை. (29, 84, 385, 116)
row-colon: : (1233, 423, 1236, 432)
ward-entry-row (1158, 422, 1514, 433)
ward-entry-row (405, 155, 760, 166)
row-colon: : (1233, 557, 1236, 566)
ward-number-label: பாகம் – 282 (405, 285, 450, 295)
ward-entry-value: ம.குணசேகரன், 1472, அண்ணா நகர், காட்டுபாக்கம், சென்னை. (113, 967, 335, 976)
row-colon: : (481, 215, 483, 224)
ward-number-label: பாகம் – 277 (405, 203, 450, 212)
ward-entry-row (1158, 434, 1514, 445)
masthead-rule-right (777, 34, 1329, 45)
ward-entry-row (1158, 458, 1514, 469)
ward-entry-row (405, 107, 760, 118)
ward-number-label: பாகம் – 250 (1157, 508, 1202, 517)
section-heading: கெஜலட்சுமி நகர் கிளை (154, 668, 260, 680)
row-colon: : (481, 820, 483, 829)
paragraph: துணை அமைப்பாளர்கள் : (1) ம.சென்னாரசு, 835, பொன் நகர், பாரிவாக்கம், சென்னை. (2) அ.குருமூர்த்தி, 842, பொன் நகர், பாரிவாக்கம், சென்னை. (3) த. ராஜேஷ், 849, பொன் நகர், பாரிவாக்கம், சென்னை. (405, 979, 761, 1011)
paragraph: துணை அமைப்பாளர்கள் : (1) ரா.அஜித்குமார், 9, முத்து நகர், பாரிவாக்கம், புத்தாமல்லி, சென்னை. (2) ஜெ.சாகத்தூர், 10, முத்து நகர், பாரிவாக்கம், புத்தூமல்லி, சென்னை. (3) வ. கார்த்திகேயன் 6, முத்து நகர், பாரிவாக்கம், புத்தாமல்லி, சென்னை. (781, 368, 1137, 400)
paragraph: துணை அமைப்பாளர்கள் : (1) க.யமாரங்கம், 504, பழனை கோயில் தெரு, கொத்தமாலையம், வயலாநல்லூர், சென்னை. (2) த.சமுத்தி, 505, பழனை கோயில் தெரு, கொத்தமாலையம், வயலாநல்லூர், சென்னை. (3) ரா.ரகு, 463, பிள்ளையார் கோயில் தெரு, கொத்தமாலையம், வயலாநல்லூர், சென்னை. (405, 603, 761, 645)
ward-entry-value: ரா.செகன், 2/17, பழனை கோயில் தெரு காட்டுபாக்கம், சென்னை–56. (489, 321, 732, 331)
ward-number-label: பாகம் – 260 (1157, 641, 1202, 650)
ward-entry-value: ஜெ.மு.பாலகேஷ், 7/183, அண்ணா நகர் சென்னீர்குப்பம், சென்னை. (1241, 532, 1479, 541)
row-colon: : (481, 844, 483, 853)
row-colon: : (481, 262, 483, 272)
paragraph: துணை அமைப்பாளர்கள் : (1) கே. கார்த்திக், 2/42, புத்தாமல்லி பிரதான சாலை, காட்டுபாக்கம், சென்னை. (2) ரா. பாஸ்கர், 1/6, சின்னப்பட்டு தெரு, காட்டுபாக்கம், சென்னை. (3) ம.ரூக்மேஷ், 2/6, பிரதான சாலை, காட்டுபாக்கம், சென்னை. (29, 281, 385, 312)
ward-entry-row (782, 421, 1137, 432)
